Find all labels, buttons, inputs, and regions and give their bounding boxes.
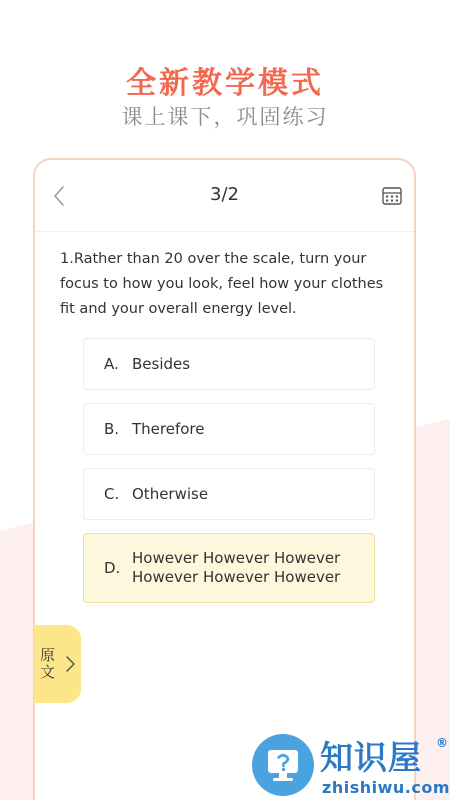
- chevron-right-icon: [64, 654, 76, 674]
- answer-sheet-button[interactable]: [382, 186, 402, 206]
- option-b[interactable]: [83, 403, 375, 455]
- option-text: Besides: [132, 354, 191, 373]
- option-text: Otherwise: [132, 484, 209, 503]
- phone-card: [33, 158, 416, 800]
- promo-subheadline: 课上课下，巩固练习: [121, 105, 329, 129]
- question-text: 1.Rather than 20 over the scale, turn your focus to how you look, feel how your clothes fit and your overall energy level.: [60, 251, 384, 317]
- original-text-tab[interactable]: [34, 625, 81, 703]
- question-counter: 3/2: [210, 184, 239, 205]
- option-c[interactable]: [83, 468, 375, 520]
- option-letter: C.: [104, 485, 120, 503]
- option-a[interactable]: [83, 338, 375, 390]
- option-text: However However However However However However: [132, 549, 341, 586]
- option-letter: B.: [104, 420, 120, 438]
- original-text-label: 原文: [40, 646, 56, 681]
- option-d[interactable]: [83, 533, 375, 603]
- watermark-title: 知识屋: [320, 738, 422, 777]
- option-letter: A.: [104, 355, 119, 373]
- watermark-registered: ®: [436, 736, 448, 750]
- watermark-circle: [252, 734, 314, 796]
- card-header: [35, 160, 414, 232]
- help-monitor-icon: [252, 734, 314, 796]
- option-text: Therefore: [132, 419, 205, 438]
- watermark-domain: zhishiwu.com: [322, 778, 450, 797]
- promo-headline: 全新教学模式: [126, 66, 324, 101]
- grid-icon: [382, 186, 402, 206]
- option-letter: D.: [104, 559, 121, 577]
- watermark-logo: [252, 732, 450, 800]
